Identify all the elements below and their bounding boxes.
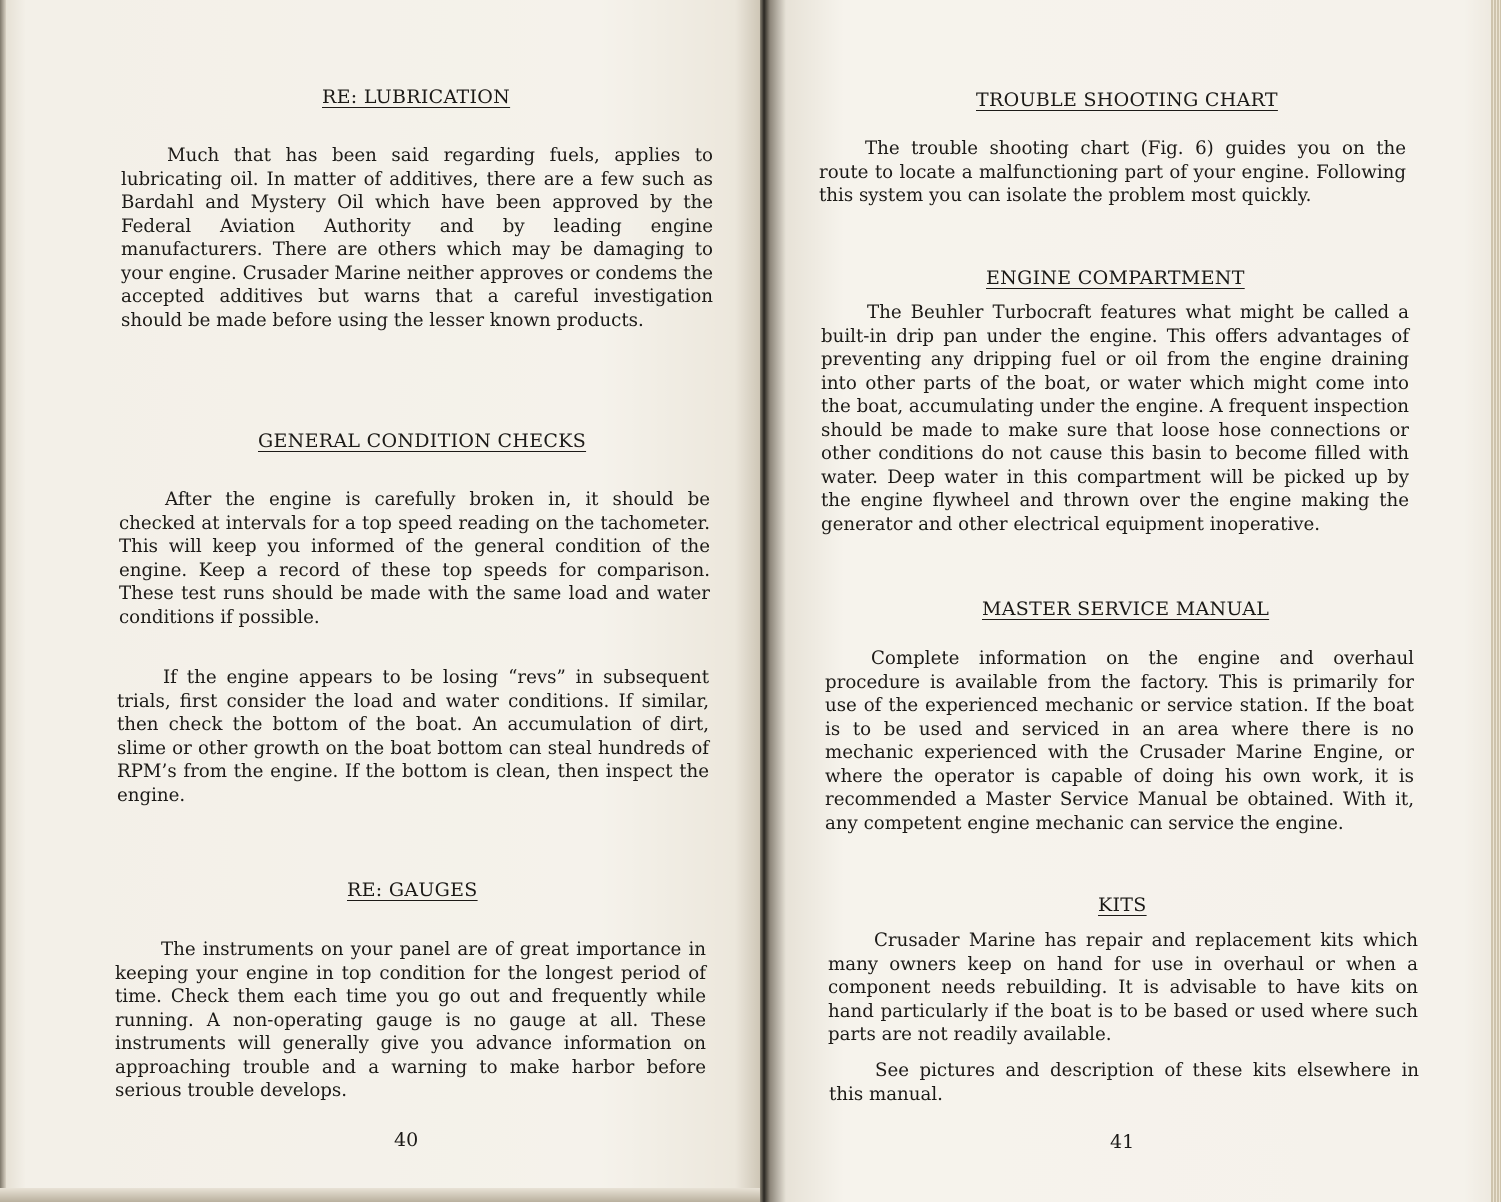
paragraph: The instruments on your panel are of great importance in keeping your engine in top condition for the longest period of time. Check them each time you go out and frequently while running. A non-operating gauge is no gauge at all. These instruments will generally give you advance information on approaching trouble and a warning to make harbor before serious trouble develops. [115,939,706,1101]
paragraph: After the engine is carefully broken in, it should be checked at intervals for a top speed reading on the tachometer. This will keep you informed of the general condition of the engine. Keep a record of these top speeds for comparison. These test runs should be made with the same load and water conditions if possible. [119,489,710,628]
page-edges [1491,0,1501,1202]
section-heading: RE: GAUGES [347,879,478,901]
right-page [764,0,1501,1202]
book-gutter [760,0,768,1202]
paragraph: See pictures and description of these kits elsewhere in this manual. [829,1060,1419,1105]
page-bottom-edge [0,1188,764,1202]
paragraph: Much that has been said regarding fuels, applies to lubricating oil. In matter of additives, there are a few such as Bardahl and Mystery Oil which have been approved by the Federal Aviation Authority and by leading engine manufacturers. There are others which may be damaging to your engine. Crusader Marine neither approves or condems the accepted additives but warns that a careful investigation should be made before using the lesser known products. [121,145,713,331]
section-heading: RE: LUBRICATION [322,86,511,108]
section-heading: TROUBLE SHOOTING CHART [976,89,1278,111]
book-edge [0,0,6,1202]
section-heading: ENGINE COMPARTMENT [986,267,1245,289]
section-heading: MASTER SERVICE MANUAL [982,598,1270,620]
paragraph: The Beuhler Turbocraft features what might be called a built-in drip pan under the engine. This offers advantages of preventing any dripping fuel or oil from the engine draining into other parts of the boat, or water which might come into the boat, accumulating under the engine. A frequent inspection should be made to make sure that loose hose connections or other conditions do not cause this basin to become filled with water. Deep water in this compartment will be picked up by the engine flywheel and thrown over the engine making the generator and other electrical equipment inoperative. [821,302,1409,535]
section-heading: GENERAL CONDITION CHECKS [258,430,587,452]
paragraph: Complete information on the engine and overhaul procedure is available from the factory. This is primarily for use of the experienced mechanic or service station. If the boat is to be used and serviced in an area where there is no mechanic experienced with the Crusader Marine Engine, or where the operator is capable of doing his own work, it is recommended a Master Service Manual be obtained. With it, any competent engine mechanic can service the engine. [825,648,1414,834]
paragraph: The trouble shooting chart (Fig. 6) guides you on the route to locate a malfunctioning part of your engine. Following this system you can isolate the problem most quickly. [819,138,1406,206]
paragraph: If the engine appears to be losing “revs” in subsequent trials, first consider the load and water conditions. If similar, then check the bottom of the boat. An accumulation of dirt, slime or other growth on the boat bottom can steal hundreds of RPM’s from the engine. If the bottom is clean, then inspect the engine. [117,667,709,806]
paragraph: Crusader Marine has repair and replacement kits which many owners keep on hand for use in overhaul or when a component needs rebuilding. It is advisable to have kits on hand particularly if the boat is to be based or used where such parts are not readily available. [828,930,1418,1045]
section-heading: KITS [1098,894,1147,916]
page-number: 41 [1110,1131,1135,1153]
page-number: 40 [394,1129,419,1151]
